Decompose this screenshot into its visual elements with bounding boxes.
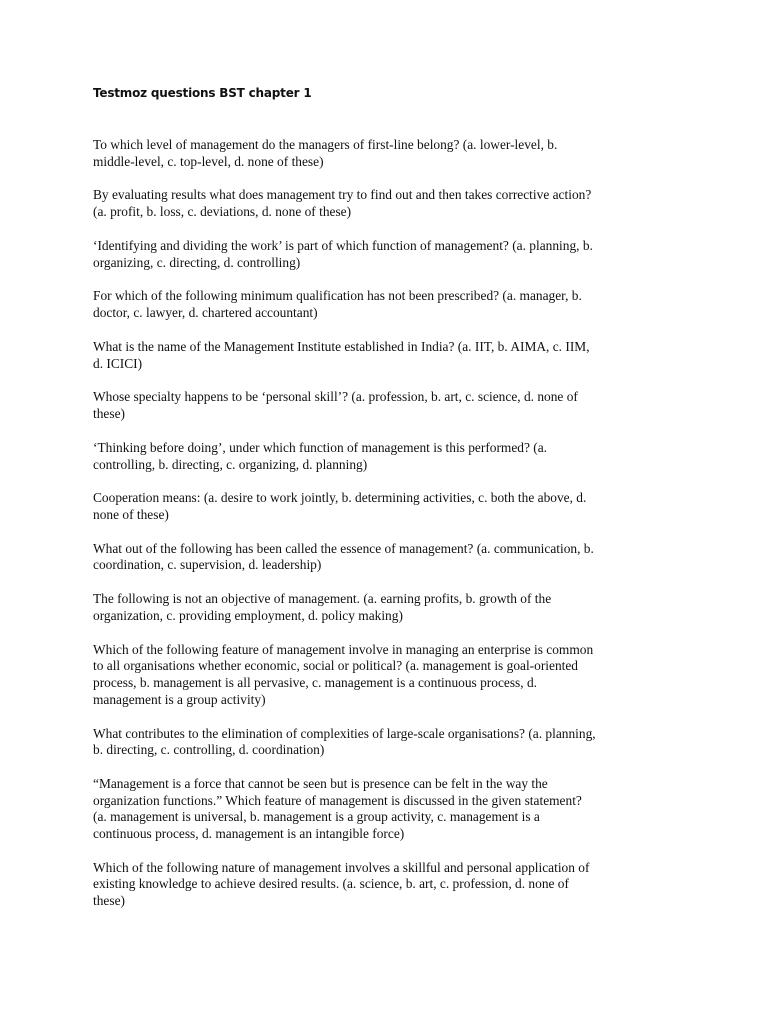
question-item: To which level of management do the managers of first-line belong? (a. lower-level, b. middle-level, c. top-level, d. none of these) [93, 137, 558, 169]
question-item: What contributes to the elimination of complexities of large-scale organisations? (a. planning, b. directing, c. controlling, d. coordination) [93, 725, 596, 758]
question-item: Whose specialty happens to be ‘personal skill’? (a. profession, b. art, c. science, d. none of these) [93, 389, 578, 422]
question-item: Which of the following nature of management involves a skillful and personal application of existing knowledge to achieve desired results. (a. science, b. art, c. profession, d. none of these) [93, 859, 590, 908]
question-item: For which of the following minimum qualification has not been prescribed? (a. manager, b. doctor, c. lawyer, d. chartered accountant) [93, 288, 582, 321]
question-item: What is the name of the Management Institute established in India? (a. IIT, b. AIMA, c. IIM, d. ICICI) [93, 338, 590, 371]
question-item: “Management is a force that cannot be seen but is presence can be felt in the way the organization functions.” Which feature of management is discussed in the given statement? (a. management is universal, b. management is a group activity, c. management is a continuous process, d. management is an intangible force) [93, 776, 582, 841]
question-list [93, 137, 683, 927]
question-item: Which of the following feature of management involve in managing an enterprise is common to all organisations whether economic, social or political? (a. management is goal-oriented process, b. management is all pervasive, c. management is a continuous process, d. management is a group activity) [93, 641, 594, 707]
question-item: Cooperation means: (a. desire to work jointly, b. determining activities, c. both the above, d. none of these) [93, 490, 587, 522]
question-item: By evaluating results what does management try to find out and then takes corrective action? (a. profit, b. loss, c. deviations, d. none of these) [93, 187, 592, 220]
question-item: ‘Identifying and dividing the work’ is part of which function of management? (a. planning, b. organizing, c. directing, d. controlling) [93, 237, 593, 270]
question-item: The following is not an objective of management. (a. earning profits, b. growth of the organization, c. providing employment, d. policy making) [93, 591, 552, 623]
question-item: What out of the following has been called the essence of management? (a. communication, b. coordination, c. supervision, d. leadership) [93, 540, 594, 573]
question-item: ‘Thinking before doing’, under which function of management is this performed? (a. controlling, b. directing, c. organizing, d. planning) [93, 439, 548, 472]
document-title: Testmoz questions BST chapter 1 [93, 86, 312, 100]
